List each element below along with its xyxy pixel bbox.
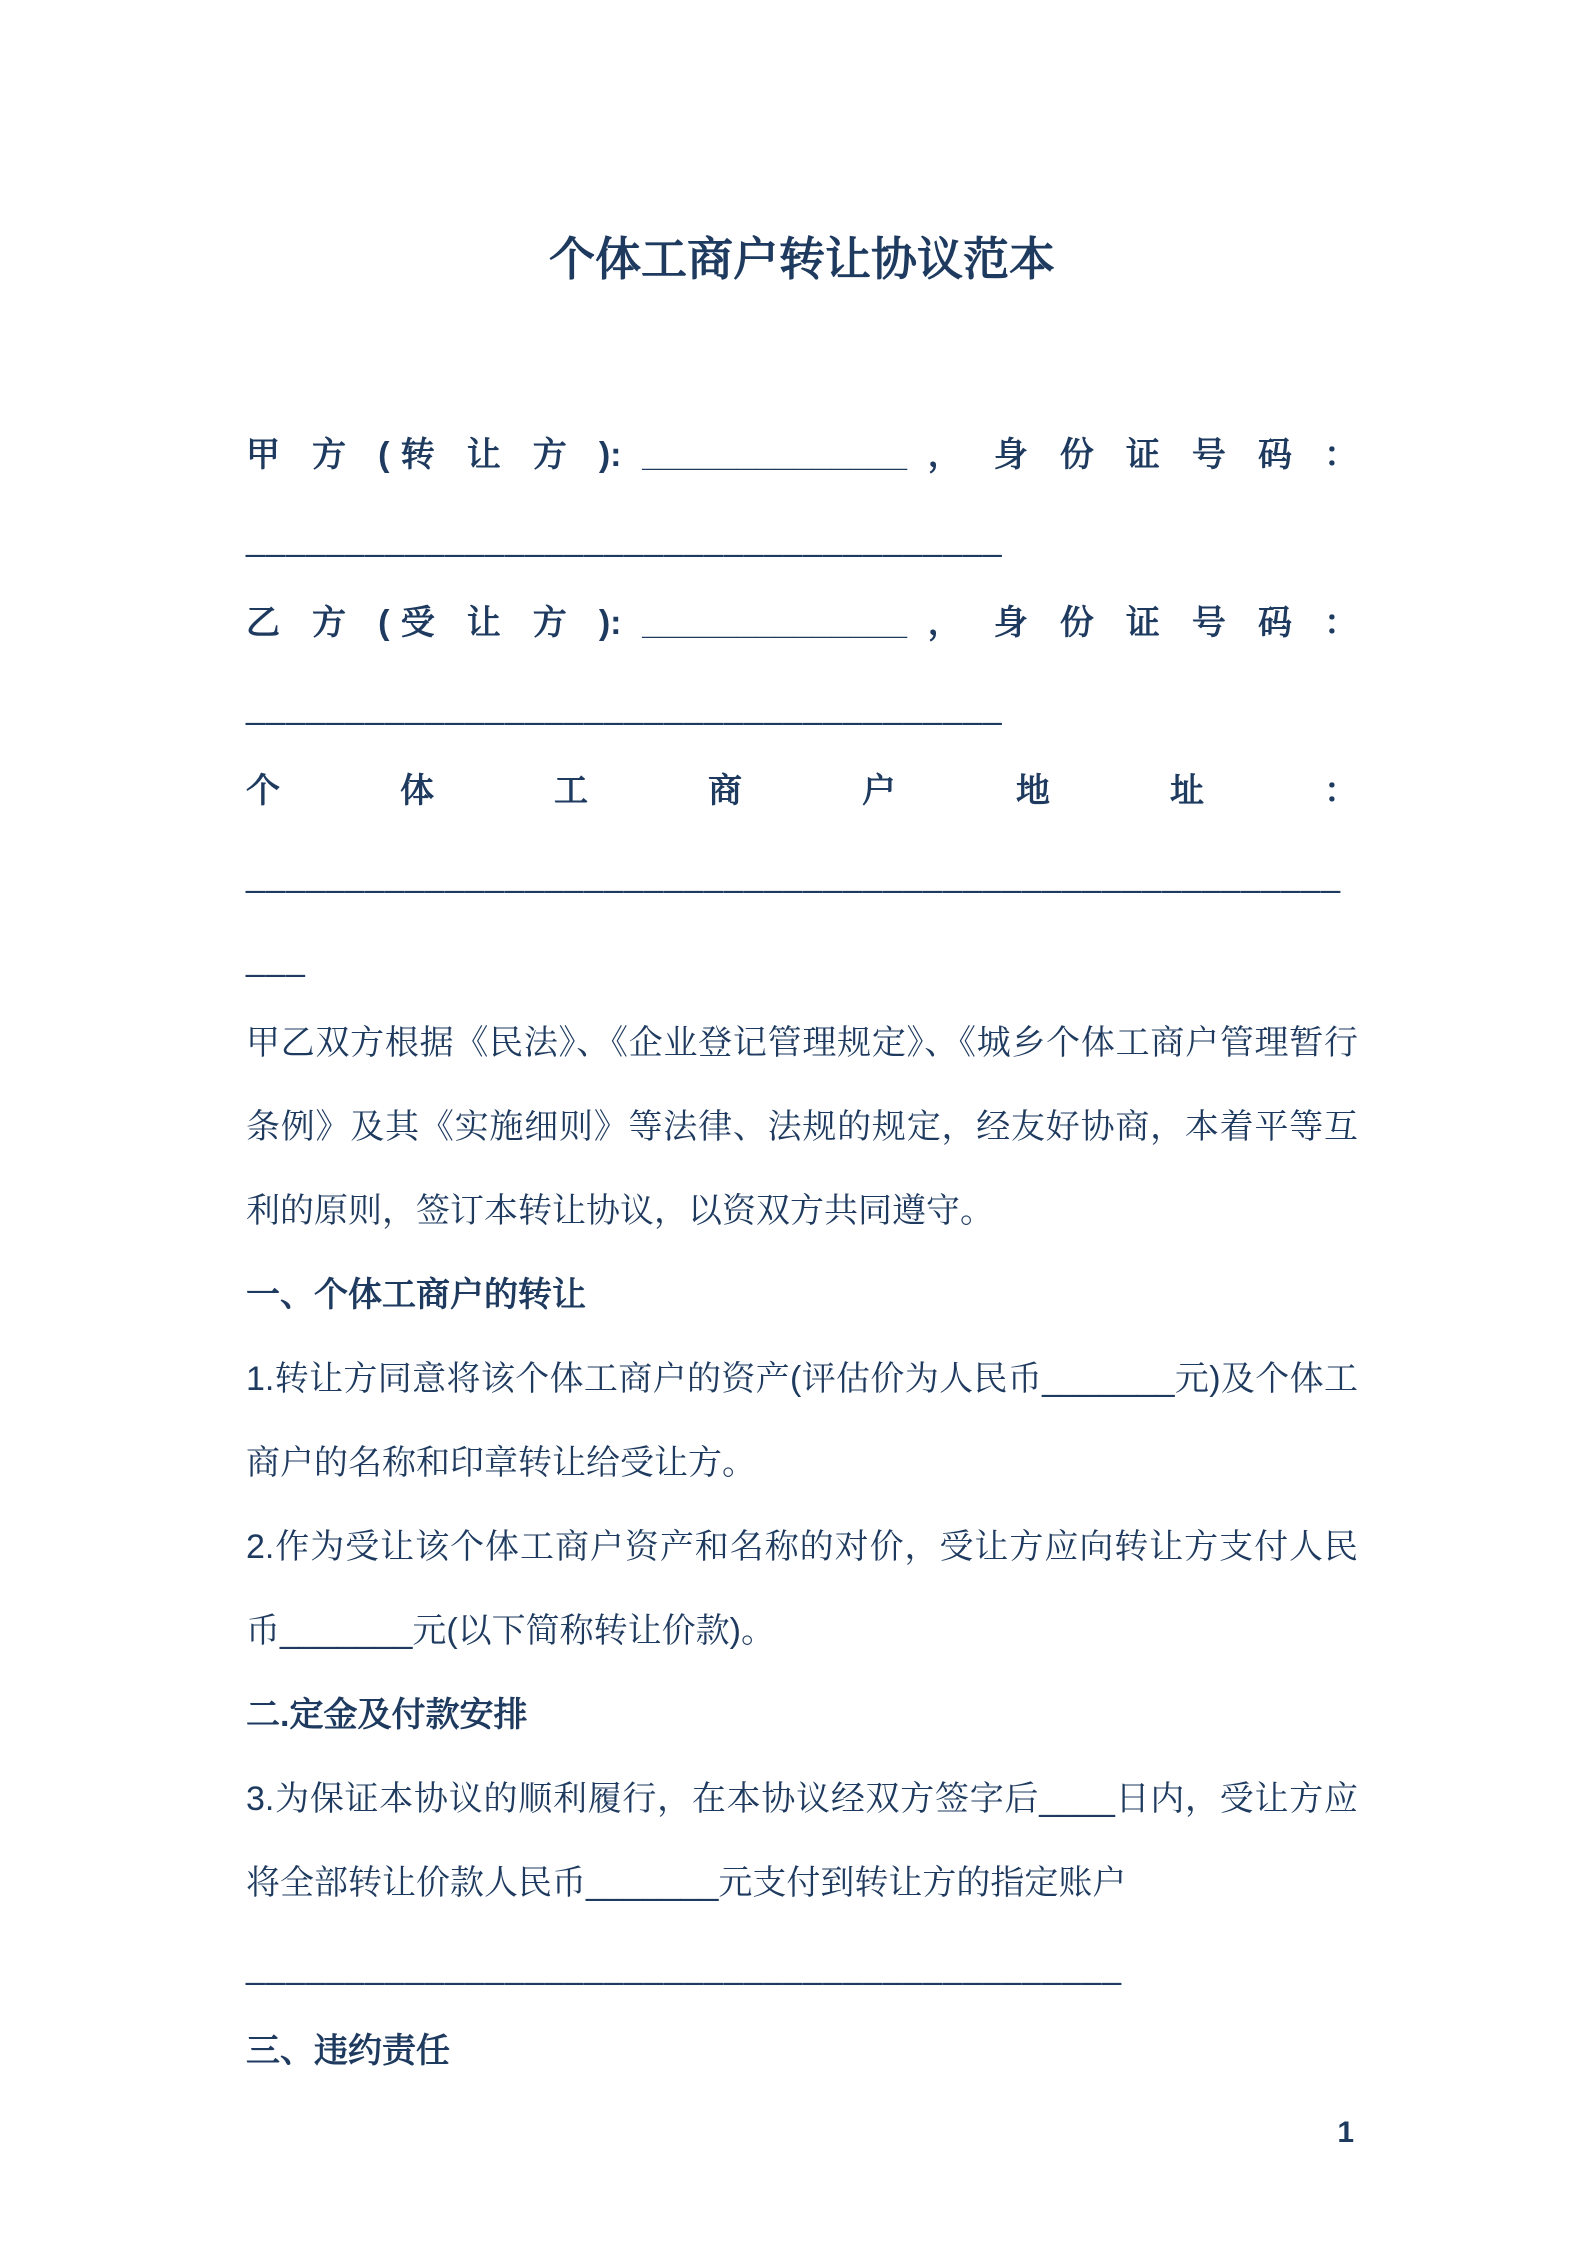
clause-3-paragraph: 3.为保证本协议的顺利履行，在本协议经双方签字后____日内，受让方应将全部转让价款人民币_______元支付到转让方的指定账户: [246, 1780, 1358, 1903]
business-address-blank-line: __________________________________________________________: [246, 856, 1342, 979]
party-b-id-blank-line: ______________________________________: [246, 688, 1003, 727]
page-number: 1: [1337, 2116, 1354, 2149]
clause-2-paragraph: 2.作为受让该个体工商户资产和名称的对价，受让方应向转让方支付人民币_______元(以下简称转让价款)。: [246, 1528, 1358, 1651]
section-2-heading: 二.定金及付款安排: [246, 1696, 528, 1735]
clause-1-paragraph: 1.转让方同意将该个体工商户的资产(评估价为人民币_______元)及个体工商户的名称和印章转让给受让方。: [246, 1360, 1358, 1483]
account-blank-line: ____________________________________________: [246, 1948, 1123, 1987]
party-a-line: 甲 方 (转 让 方 ): ______________ ， 身 份 证 号 码 ：: [246, 436, 1358, 475]
document-title: 个体工商户转让协议范本: [549, 233, 1055, 285]
preamble-paragraph: 甲乙双方根据《民法》、《企业登记管理规定》、《城乡个体工商户管理暂行条例》及其《实施细则》等法律、法规的规定，经友好协商，本着平等互利的原则，签订本转让协议，以资双方共同遵守。: [246, 1024, 1358, 1231]
party-b-line: 乙 方 (受 让 方 ): ______________ ， 身 份 证 号 码 ：: [246, 604, 1358, 643]
business-address-label: 个 体 工 商 户 地 址 ：: [246, 772, 1358, 811]
section-3-heading: 三、违约责任: [246, 2032, 450, 2071]
section-1-heading: 一、个体工商户的转让: [246, 1276, 586, 1315]
party-a-id-blank-line: ______________________________________: [246, 520, 1003, 559]
